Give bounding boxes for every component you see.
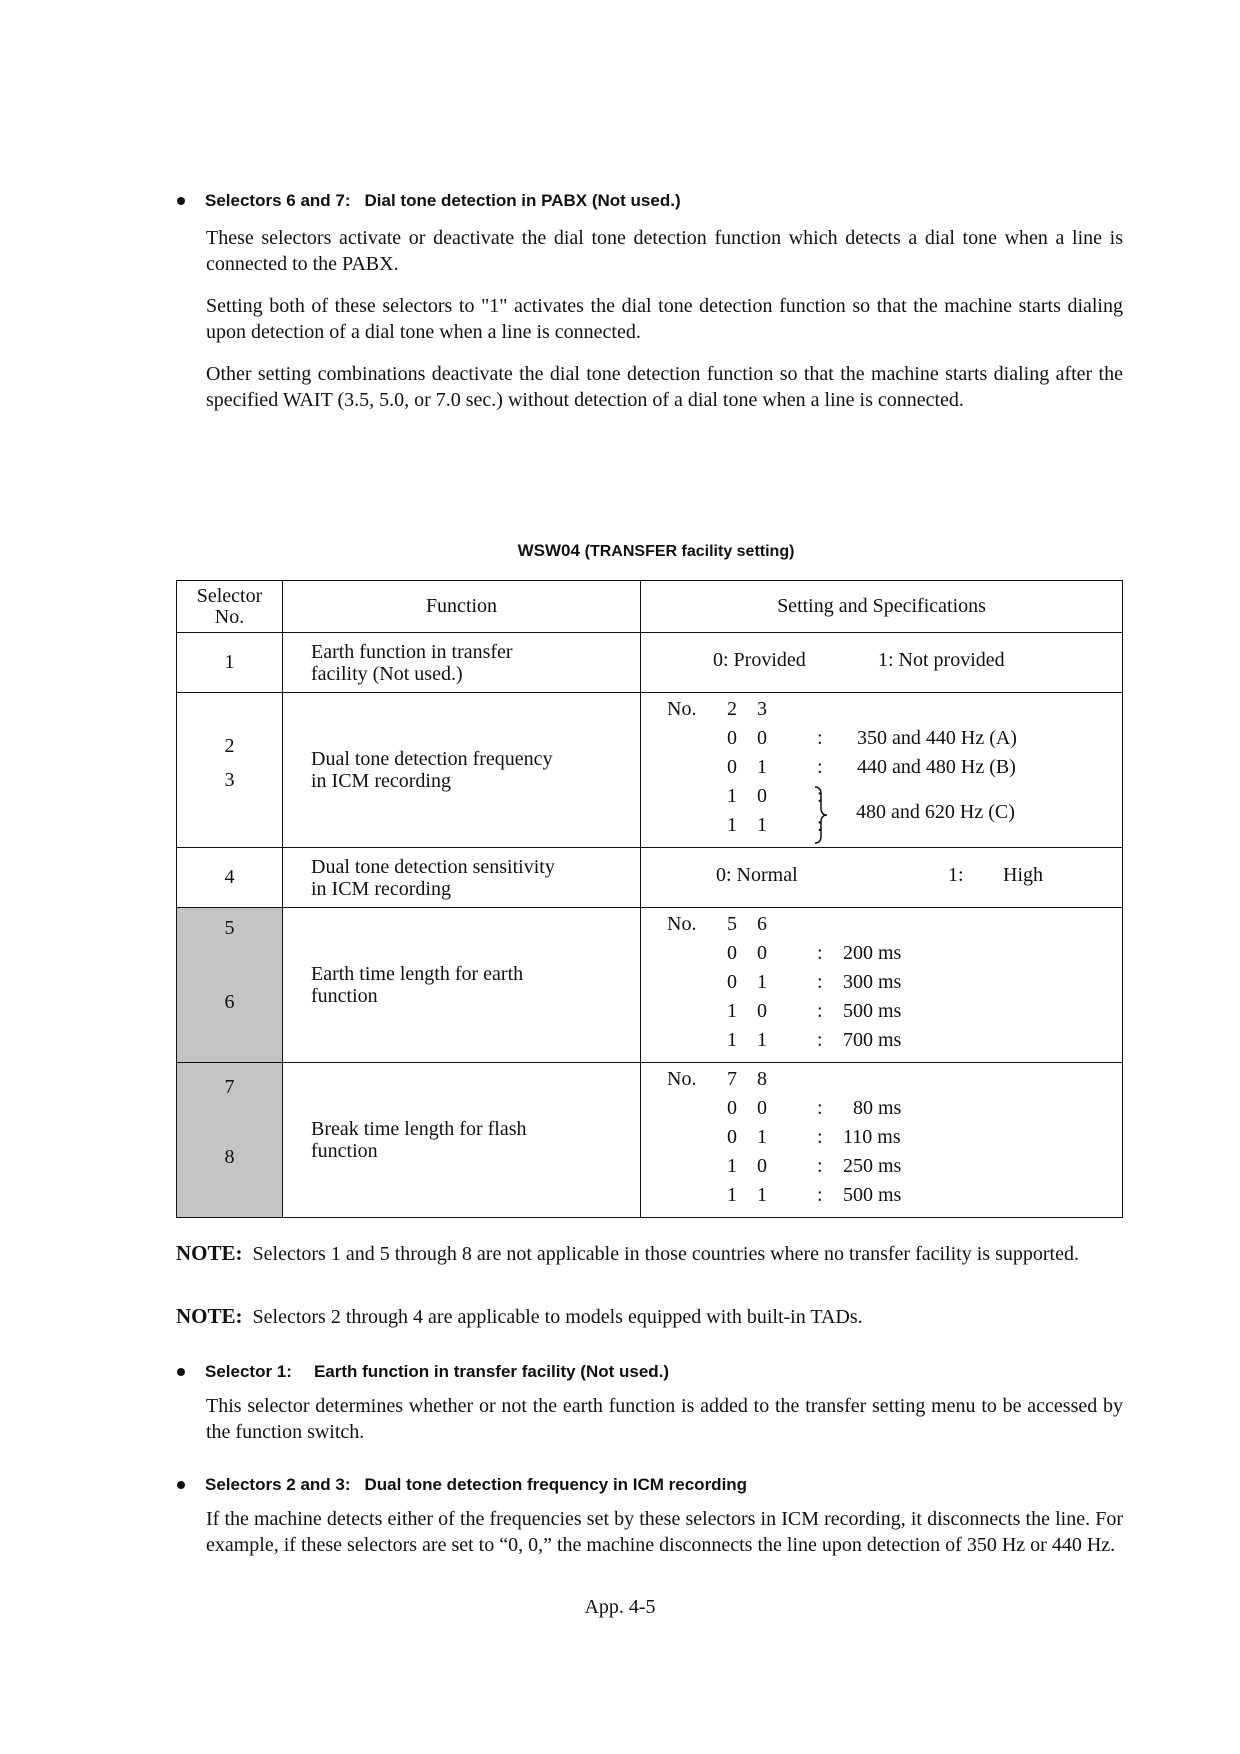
heading-text: Earth function in transfer facility (Not used.) (313, 1362, 670, 1381)
brace-value: 480 and 620 Hz (C) (856, 801, 1015, 823)
right-brace-icon (813, 786, 829, 844)
heading-label: Selectors 2 and 3: (205, 1475, 351, 1494)
combo-row (667, 968, 1122, 997)
function-line: Dual tone detection frequency (311, 748, 553, 770)
combo-a: 1 (727, 1000, 737, 1022)
combo-sep: : (817, 1184, 823, 1206)
selector-number: 1 (177, 633, 283, 693)
selector-number-cell (177, 1063, 283, 1218)
combo-b: 1 (757, 814, 767, 836)
combo-value: 300 ms (843, 971, 902, 993)
combo-b: 0 (757, 942, 767, 964)
heading-text: Dual tone detection frequency in ICM recording (364, 1475, 748, 1494)
section-heading-selectors-2-3 (177, 1475, 747, 1495)
combo-header (667, 695, 1122, 724)
setting-cell (641, 633, 1123, 693)
combo-b: 0 (757, 1155, 767, 1177)
note-label: NOTE: (176, 1304, 243, 1328)
col-a-label: 7 (727, 1068, 737, 1090)
function-line: function (311, 985, 378, 1007)
header-selector-line2: No. (214, 605, 245, 628)
combo-a: 0 (727, 727, 737, 749)
no-label: No. (667, 913, 697, 935)
combo-row (667, 939, 1122, 968)
paragraph: Setting both of these selectors to "1" activates the dial tone detection function so that the machine starts dialing upon detection of a dial tone when a line is connected. (206, 295, 1123, 343)
combo-row (667, 1026, 1122, 1055)
combo-sep: : (817, 756, 823, 778)
paragraph: Other setting combinations deactivate the dial tone detection function so that the machine starts dialing after the specified WAIT (3.5, 5.0, or 7.0 sec.) without detection of a dial tone when a line is connected. (206, 363, 1123, 411)
combo-a: 1 (727, 1184, 737, 1206)
paragraph: These selectors activate or deactivate the dial tone detection function which detects a dial tone when a line is connected to the PABX. (206, 227, 1123, 275)
combo-b: 1 (757, 756, 767, 778)
setting-cell (641, 908, 1123, 1063)
function-cell (283, 908, 641, 1063)
section-heading-selectors-6-7 (177, 191, 681, 211)
function-line: Break time length for flash (311, 1118, 527, 1140)
function-line: in ICM recording (311, 770, 451, 792)
selector-number-cell (177, 908, 283, 1063)
combo-sep: : (817, 1029, 823, 1051)
combo-header (667, 910, 1122, 939)
table-row (177, 1063, 1123, 1218)
header-selector-line1: Selector (196, 584, 263, 607)
table-row (177, 693, 1123, 848)
combo-b: 1 (757, 971, 767, 993)
combo-row (667, 1094, 1122, 1123)
heading-text: Dial tone detection in PABX (Not used.) (364, 191, 681, 210)
selector-number: 3 (224, 769, 235, 791)
combo-a: 0 (727, 1126, 737, 1148)
col-b-label: 3 (757, 698, 767, 720)
combo-sep: : (817, 942, 823, 964)
combo-value: 440 and 480 Hz (B) (857, 756, 1016, 778)
section-heading-selector-1 (177, 1362, 669, 1382)
combo-a: 0 (727, 1097, 737, 1119)
combo-row (667, 753, 1122, 782)
combo-b: 0 (757, 1097, 767, 1119)
table-title (0, 541, 1240, 561)
combo-b: 1 (757, 1126, 767, 1148)
function-line: in ICM recording (311, 877, 451, 900)
paragraph: If the machine detects either of the frequencies set by these selectors in ICM recording, it disconnects the line. For example, if these selectors are set to “0, 0,” the machine disconnects the line upon detection of 350 Hz or 440 Hz. (206, 1508, 1123, 1556)
function-cell (283, 693, 641, 848)
col-a-label: 5 (727, 913, 737, 935)
combo-b: 0 (757, 1000, 767, 1022)
note-1 (176, 1240, 1123, 1267)
option-0: 0: Provided (713, 649, 806, 671)
function-line: facility (Not used.) (311, 662, 463, 685)
function-cell (283, 633, 641, 693)
function-line: Earth function in transfer (311, 640, 513, 663)
combo-sep: : (817, 1000, 823, 1022)
function-cell (283, 1063, 641, 1218)
combo-row (667, 1181, 1122, 1210)
combo-b: 1 (757, 1029, 767, 1051)
bullet-icon (177, 1481, 185, 1489)
header-selector (177, 581, 283, 633)
option-1: 1: Not provided (878, 649, 1005, 671)
selector-number: 4 (177, 848, 283, 908)
combo-value: 250 ms (843, 1155, 902, 1177)
combo-b: 0 (757, 785, 767, 807)
combo-value: 500 ms (843, 1000, 902, 1022)
col-a-label: 2 (727, 698, 737, 720)
function-cell (283, 848, 641, 908)
combo-a: 1 (727, 1029, 737, 1051)
combo-b: 0 (757, 727, 767, 749)
combo-sep: : (817, 814, 823, 836)
setting-cell (641, 693, 1123, 848)
combo-value: 500 ms (843, 1184, 902, 1206)
combo-table (641, 1063, 1122, 1210)
table-header-row (177, 581, 1123, 633)
combo-a: 1 (727, 1155, 737, 1177)
table-title-main: WSW04 (517, 541, 580, 560)
note-text: Selectors 1 and 5 through 8 are not applicable in those countries where no transfer facility is supported. (252, 1243, 1079, 1265)
no-label: No. (667, 698, 697, 720)
combo-value: 700 ms (843, 1029, 902, 1051)
selector-number: 7 (224, 1076, 235, 1098)
combo-value: 80 ms (853, 1097, 902, 1119)
header-setting: Setting and Specifications (641, 581, 1123, 633)
table-row (177, 848, 1123, 908)
col-b-label: 8 (757, 1068, 767, 1090)
setting-cell (641, 848, 1123, 908)
selector-number: 8 (224, 1146, 235, 1168)
page-number: App. 4-5 (584, 1596, 656, 1618)
note-text: Selectors 2 through 4 are applicable to models equipped with built-in TADs. (252, 1306, 863, 1328)
col-b-label: 6 (757, 913, 767, 935)
combo-sep: : (817, 785, 823, 807)
header-function: Function (283, 581, 641, 633)
combo-header (667, 1065, 1122, 1094)
note-label: NOTE: (176, 1241, 243, 1265)
combo-a: 1 (727, 814, 737, 836)
combo-sep: : (817, 727, 823, 749)
selector-number: 2 (224, 735, 235, 757)
combo-value: 110 ms (843, 1126, 901, 1148)
table-row (177, 908, 1123, 1063)
table-row (177, 633, 1123, 693)
option-0: 0: Normal (716, 864, 798, 886)
option-1-value: High (1003, 864, 1043, 886)
combo-row (667, 1123, 1122, 1152)
paragraph: This selector determines whether or not the earth function is added to the transfer setting menu to be accessed by the function switch. (206, 1395, 1123, 1443)
combo-sep: : (817, 971, 823, 993)
combo-value: 200 ms (843, 942, 902, 964)
combo-row (667, 1152, 1122, 1181)
combo-sep: : (817, 1155, 823, 1177)
heading-label: Selector 1: (205, 1362, 292, 1381)
no-label: No. (667, 1068, 697, 1090)
combo-a: 1 (727, 785, 737, 807)
combo-sep: : (817, 1126, 823, 1148)
option-1-key: 1: (948, 864, 964, 886)
bullet-icon (177, 1368, 185, 1376)
table-title-sub: (TRANSFER facility setting) (584, 543, 795, 560)
bullet-icon (177, 197, 185, 205)
combo-sep: : (817, 1097, 823, 1119)
combo-value: 350 and 440 Hz (A) (857, 727, 1017, 749)
combo-table (641, 908, 1122, 1055)
setting-cell (641, 1063, 1123, 1218)
function-line: function (311, 1140, 378, 1162)
combo-a: 0 (727, 971, 737, 993)
selector-number-cell (177, 693, 283, 848)
function-line: Earth time length for earth (311, 963, 524, 985)
selector-number: 6 (224, 991, 235, 1013)
combo-row (667, 724, 1122, 753)
function-line: Dual tone detection sensitivity (311, 855, 555, 878)
wsw04-table (176, 580, 1123, 1218)
combo-a: 0 (727, 756, 737, 778)
combo-a: 0 (727, 942, 737, 964)
selector-number: 5 (224, 917, 235, 939)
combo-b: 1 (757, 1184, 767, 1206)
heading-label: Selectors 6 and 7: (205, 191, 351, 210)
combo-row (667, 997, 1122, 1026)
note-2 (176, 1303, 1123, 1330)
